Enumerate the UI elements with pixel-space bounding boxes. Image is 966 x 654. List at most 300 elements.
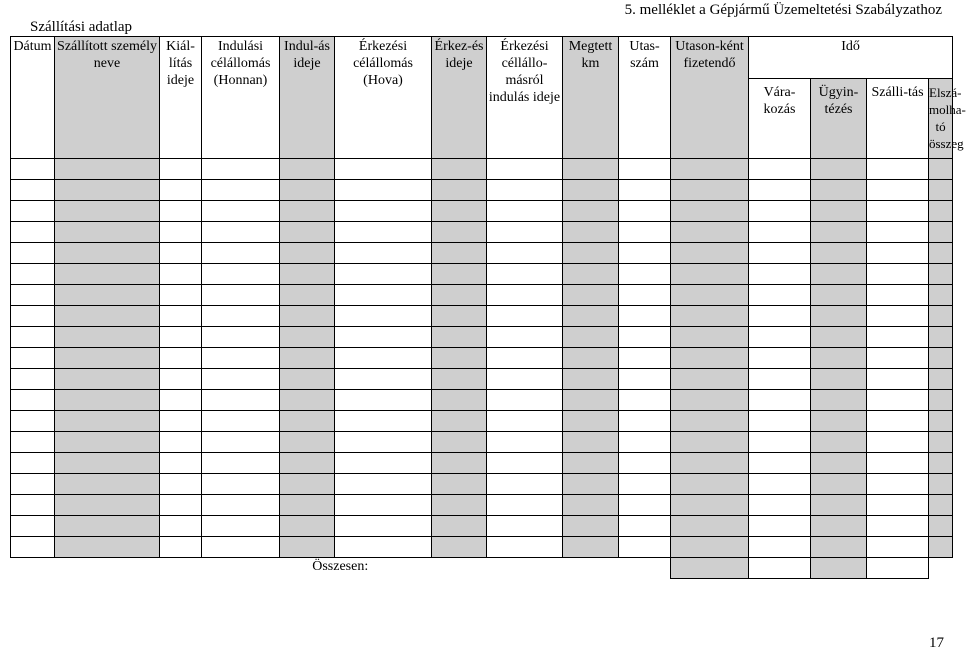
table-cell[interactable] — [867, 453, 929, 474]
table-cell[interactable] — [432, 285, 487, 306]
table-cell[interactable] — [929, 432, 953, 453]
table-cell[interactable] — [487, 348, 563, 369]
table-cell[interactable] — [335, 453, 432, 474]
table-cell[interactable] — [563, 264, 619, 285]
table-row — [11, 453, 953, 474]
table-cell[interactable] — [563, 222, 619, 243]
table-cell[interactable] — [55, 432, 160, 453]
table-cell[interactable] — [563, 537, 619, 558]
table-cell[interactable] — [563, 348, 619, 369]
table-cell[interactable] — [811, 432, 867, 453]
table-cell[interactable] — [432, 516, 487, 537]
table-cell[interactable] — [487, 432, 563, 453]
table-cell[interactable] — [749, 243, 811, 264]
table-cell[interactable] — [11, 306, 55, 327]
table-cell[interactable] — [11, 348, 55, 369]
table-cell[interactable] — [202, 516, 280, 537]
table-cell[interactable] — [867, 180, 929, 201]
table-cell[interactable] — [11, 453, 55, 474]
table-cell[interactable] — [55, 411, 160, 432]
table-cell[interactable] — [563, 306, 619, 327]
table-cell[interactable] — [867, 348, 929, 369]
table-cell[interactable] — [811, 411, 867, 432]
table-cell[interactable] — [867, 222, 929, 243]
table-cell[interactable] — [335, 306, 432, 327]
table-cell[interactable] — [671, 537, 749, 558]
table-cell[interactable] — [811, 537, 867, 558]
table-cell[interactable] — [280, 222, 335, 243]
table-cell[interactable] — [160, 201, 202, 222]
table-cell[interactable] — [487, 243, 563, 264]
table-cell[interactable] — [11, 201, 55, 222]
table-cell[interactable] — [202, 474, 280, 495]
table-cell[interactable] — [867, 432, 929, 453]
table-cell[interactable] — [929, 474, 953, 495]
table-cell[interactable] — [160, 285, 202, 306]
table-cell[interactable] — [11, 495, 55, 516]
table-cell[interactable] — [432, 180, 487, 201]
table-cell[interactable] — [487, 180, 563, 201]
table-cell[interactable] — [280, 285, 335, 306]
table-cell[interactable] — [11, 390, 55, 411]
table-cell[interactable] — [432, 222, 487, 243]
table-cell[interactable] — [749, 390, 811, 411]
table-cell[interactable] — [749, 453, 811, 474]
table-cell[interactable] — [160, 327, 202, 348]
table-cell[interactable] — [811, 159, 867, 180]
table-cell[interactable] — [55, 327, 160, 348]
table-cell[interactable] — [202, 369, 280, 390]
table-cell[interactable] — [280, 390, 335, 411]
table-cell[interactable] — [11, 432, 55, 453]
table-cell[interactable] — [749, 327, 811, 348]
table-cell[interactable] — [160, 348, 202, 369]
table-row — [11, 222, 953, 243]
table-cell[interactable] — [160, 432, 202, 453]
table-row — [11, 537, 953, 558]
table-cell[interactable] — [619, 243, 671, 264]
table-cell[interactable] — [11, 327, 55, 348]
table-cell[interactable] — [619, 306, 671, 327]
table-cell[interactable] — [432, 327, 487, 348]
table-cell[interactable] — [867, 201, 929, 222]
table-cell[interactable] — [929, 411, 953, 432]
table-cell[interactable] — [867, 495, 929, 516]
table-cell[interactable] — [55, 453, 160, 474]
table-cell[interactable] — [811, 516, 867, 537]
table-cell[interactable] — [671, 264, 749, 285]
table-cell[interactable] — [619, 285, 671, 306]
table-cell[interactable] — [335, 327, 432, 348]
table-cell[interactable] — [202, 222, 280, 243]
table-cell[interactable] — [749, 264, 811, 285]
total-fee-cell[interactable] — [671, 558, 749, 579]
table-cell[interactable] — [929, 537, 953, 558]
table-cell[interactable] — [749, 222, 811, 243]
table-cell[interactable] — [335, 432, 432, 453]
table-cell[interactable] — [811, 285, 867, 306]
table-cell[interactable] — [749, 495, 811, 516]
table-cell[interactable] — [487, 327, 563, 348]
table-cell[interactable] — [811, 327, 867, 348]
table-cell[interactable] — [749, 180, 811, 201]
col-waiting-header: Vára-kozás — [749, 79, 811, 159]
table-cell[interactable] — [487, 495, 563, 516]
table-cell[interactable] — [671, 327, 749, 348]
table-cell[interactable] — [280, 348, 335, 369]
table-cell[interactable] — [811, 222, 867, 243]
table-cell[interactable] — [811, 390, 867, 411]
table-cell[interactable] — [160, 159, 202, 180]
table-cell[interactable] — [749, 474, 811, 495]
table-cell[interactable] — [280, 453, 335, 474]
table-cell[interactable] — [671, 201, 749, 222]
table-cell[interactable] — [563, 474, 619, 495]
table-cell[interactable] — [929, 306, 953, 327]
table-cell[interactable] — [619, 495, 671, 516]
table-cell[interactable] — [280, 180, 335, 201]
table-cell[interactable] — [619, 474, 671, 495]
table-cell[interactable] — [432, 453, 487, 474]
table-cell[interactable] — [811, 474, 867, 495]
table-cell[interactable] — [280, 474, 335, 495]
table-cell[interactable] — [487, 474, 563, 495]
table-cell[interactable] — [432, 243, 487, 264]
table-cell[interactable] — [11, 180, 55, 201]
table-cell[interactable] — [160, 390, 202, 411]
table-cell[interactable] — [487, 285, 563, 306]
table-cell[interactable] — [563, 201, 619, 222]
table-cell[interactable] — [280, 327, 335, 348]
table-cell[interactable] — [619, 180, 671, 201]
table-cell[interactable] — [619, 201, 671, 222]
table-cell[interactable] — [867, 516, 929, 537]
table-cell[interactable] — [55, 159, 160, 180]
table-cell[interactable] — [563, 432, 619, 453]
table-cell[interactable] — [202, 453, 280, 474]
table-cell[interactable] — [867, 306, 929, 327]
table-cell[interactable] — [55, 390, 160, 411]
table-cell[interactable] — [929, 495, 953, 516]
table-cell[interactable] — [202, 180, 280, 201]
col-arrival-time-header: Érkez-és ideje — [432, 37, 487, 159]
table-cell[interactable] — [929, 159, 953, 180]
table-cell[interactable] — [432, 369, 487, 390]
table-cell[interactable] — [811, 180, 867, 201]
table-cell[interactable] — [671, 411, 749, 432]
table-cell[interactable] — [487, 306, 563, 327]
table-cell[interactable] — [929, 285, 953, 306]
table-cell[interactable] — [811, 369, 867, 390]
table-cell[interactable] — [280, 264, 335, 285]
table-cell[interactable] — [432, 159, 487, 180]
table-cell[interactable] — [563, 390, 619, 411]
table-cell[interactable] — [867, 537, 929, 558]
table-cell[interactable] — [619, 411, 671, 432]
table-cell[interactable] — [811, 453, 867, 474]
table-cell[interactable] — [487, 516, 563, 537]
table-cell[interactable] — [55, 264, 160, 285]
table-cell[interactable] — [563, 327, 619, 348]
table-cell[interactable] — [671, 243, 749, 264]
total-time-cell[interactable] — [811, 558, 867, 579]
table-cell[interactable] — [432, 474, 487, 495]
table-cell[interactable] — [55, 369, 160, 390]
table-cell[interactable] — [432, 306, 487, 327]
table-cell[interactable] — [487, 264, 563, 285]
table-cell[interactable] — [749, 516, 811, 537]
table-cell[interactable] — [563, 369, 619, 390]
table-cell[interactable] — [619, 264, 671, 285]
table-cell[interactable] — [335, 285, 432, 306]
table-cell[interactable] — [202, 327, 280, 348]
table-cell[interactable] — [563, 180, 619, 201]
table-cell[interactable] — [280, 411, 335, 432]
table-cell[interactable] — [202, 495, 280, 516]
table-cell[interactable] — [929, 264, 953, 285]
table-cell[interactable] — [432, 348, 487, 369]
table-cell[interactable] — [487, 369, 563, 390]
table-cell[interactable] — [55, 516, 160, 537]
table-cell[interactable] — [160, 243, 202, 264]
table-cell[interactable] — [202, 264, 280, 285]
table-cell[interactable] — [202, 348, 280, 369]
table-cell[interactable] — [671, 306, 749, 327]
table-row — [11, 390, 953, 411]
table-cell[interactable] — [619, 516, 671, 537]
table-cell[interactable] — [55, 474, 160, 495]
table-cell[interactable] — [160, 264, 202, 285]
table-cell[interactable] — [335, 264, 432, 285]
table-cell[interactable] — [811, 348, 867, 369]
table-cell[interactable] — [811, 201, 867, 222]
table-cell[interactable] — [619, 222, 671, 243]
table-cell[interactable] — [432, 537, 487, 558]
table-cell[interactable] — [280, 537, 335, 558]
table-cell[interactable] — [749, 201, 811, 222]
table-row — [11, 495, 953, 516]
table-cell[interactable] — [749, 432, 811, 453]
table-cell[interactable] — [55, 222, 160, 243]
table-cell[interactable] — [929, 516, 953, 537]
table-cell[interactable] — [202, 285, 280, 306]
table-cell[interactable] — [929, 243, 953, 264]
table-cell[interactable] — [160, 516, 202, 537]
table-cell[interactable] — [867, 390, 929, 411]
table-cell[interactable] — [335, 348, 432, 369]
table-cell[interactable] — [280, 201, 335, 222]
table-cell[interactable] — [55, 243, 160, 264]
table-cell[interactable] — [160, 537, 202, 558]
table-cell[interactable] — [867, 411, 929, 432]
table-cell[interactable] — [867, 285, 929, 306]
table-cell[interactable] — [929, 390, 953, 411]
table-cell[interactable] — [867, 474, 929, 495]
table-cell[interactable] — [202, 243, 280, 264]
table-row — [11, 243, 953, 264]
table-cell[interactable] — [671, 390, 749, 411]
table-cell[interactable] — [11, 222, 55, 243]
table-cell[interactable] — [671, 516, 749, 537]
table-cell[interactable] — [160, 306, 202, 327]
table-cell[interactable] — [749, 306, 811, 327]
table-row — [11, 285, 953, 306]
table-cell[interactable] — [671, 474, 749, 495]
table-cell[interactable] — [487, 201, 563, 222]
table-cell[interactable] — [929, 180, 953, 201]
table-cell[interactable] — [619, 537, 671, 558]
table-cell[interactable] — [55, 306, 160, 327]
table-cell[interactable] — [160, 180, 202, 201]
table-cell[interactable] — [563, 159, 619, 180]
table-cell[interactable] — [929, 453, 953, 474]
table-cell[interactable] — [11, 159, 55, 180]
table-cell[interactable] — [160, 453, 202, 474]
table-cell[interactable] — [335, 159, 432, 180]
table-cell[interactable] — [432, 495, 487, 516]
table-cell[interactable] — [280, 495, 335, 516]
table-cell[interactable] — [160, 411, 202, 432]
table-cell[interactable] — [619, 453, 671, 474]
table-cell[interactable] — [563, 411, 619, 432]
table-cell[interactable] — [335, 537, 432, 558]
table-cell[interactable] — [432, 390, 487, 411]
table-cell[interactable] — [811, 495, 867, 516]
table-cell[interactable] — [335, 474, 432, 495]
table-cell[interactable] — [280, 516, 335, 537]
table-cell[interactable] — [563, 516, 619, 537]
table-cell[interactable] — [11, 474, 55, 495]
table-row — [11, 180, 953, 201]
table-cell[interactable] — [335, 411, 432, 432]
table-cell[interactable] — [487, 159, 563, 180]
table-cell[interactable] — [867, 369, 929, 390]
table-cell[interactable] — [487, 390, 563, 411]
table-cell[interactable] — [160, 474, 202, 495]
table-cell[interactable] — [335, 369, 432, 390]
table-cell[interactable] — [335, 516, 432, 537]
table-cell[interactable] — [335, 222, 432, 243]
table-cell[interactable] — [487, 222, 563, 243]
table-cell[interactable] — [671, 369, 749, 390]
table-cell[interactable] — [749, 369, 811, 390]
table-cell[interactable] — [929, 222, 953, 243]
table-cell[interactable] — [619, 327, 671, 348]
table-cell[interactable] — [811, 264, 867, 285]
table-cell[interactable] — [929, 369, 953, 390]
total-time-cell[interactable] — [749, 558, 811, 579]
table-cell[interactable] — [619, 432, 671, 453]
table-cell[interactable] — [202, 537, 280, 558]
table-cell[interactable] — [335, 201, 432, 222]
table-cell[interactable] — [335, 390, 432, 411]
table-cell[interactable] — [749, 411, 811, 432]
table-cell[interactable] — [671, 453, 749, 474]
table-cell[interactable] — [619, 159, 671, 180]
table-cell[interactable] — [811, 243, 867, 264]
table-cell[interactable] — [55, 495, 160, 516]
table-cell[interactable] — [55, 180, 160, 201]
table-cell[interactable] — [202, 306, 280, 327]
table-cell[interactable] — [11, 411, 55, 432]
table-cell[interactable] — [671, 180, 749, 201]
table-cell[interactable] — [563, 243, 619, 264]
table-cell[interactable] — [811, 306, 867, 327]
table-cell[interactable] — [11, 537, 55, 558]
table-cell[interactable] — [929, 327, 953, 348]
table-cell[interactable] — [55, 348, 160, 369]
table-cell[interactable] — [619, 369, 671, 390]
table-cell[interactable] — [202, 159, 280, 180]
table-cell[interactable] — [335, 495, 432, 516]
table-cell[interactable] — [671, 348, 749, 369]
table-cell[interactable] — [671, 432, 749, 453]
table-cell[interactable] — [671, 222, 749, 243]
table-cell[interactable] — [867, 159, 929, 180]
col-transport-header: Szálli-tás — [867, 79, 929, 159]
table-cell[interactable] — [202, 411, 280, 432]
table-cell[interactable] — [619, 390, 671, 411]
table-cell[interactable] — [563, 495, 619, 516]
table-cell[interactable] — [749, 159, 811, 180]
table-cell[interactable] — [202, 390, 280, 411]
table-cell[interactable] — [749, 285, 811, 306]
table-cell[interactable] — [671, 495, 749, 516]
table-cell[interactable] — [55, 201, 160, 222]
table-cell[interactable] — [563, 285, 619, 306]
table-cell[interactable] — [55, 285, 160, 306]
table-cell[interactable] — [432, 411, 487, 432]
table-cell[interactable] — [11, 264, 55, 285]
table-cell[interactable] — [487, 411, 563, 432]
table-cell[interactable] — [11, 285, 55, 306]
table-cell[interactable] — [202, 432, 280, 453]
table-cell[interactable] — [867, 327, 929, 348]
table-cell[interactable] — [202, 201, 280, 222]
table-cell[interactable] — [929, 201, 953, 222]
table-cell[interactable] — [867, 243, 929, 264]
table-cell[interactable] — [55, 537, 160, 558]
table-cell[interactable] — [160, 369, 202, 390]
table-cell[interactable] — [160, 222, 202, 243]
table-cell[interactable] — [335, 180, 432, 201]
table-cell[interactable] — [280, 432, 335, 453]
table-cell[interactable] — [432, 432, 487, 453]
table-cell[interactable] — [749, 537, 811, 558]
table-cell[interactable] — [280, 369, 335, 390]
table-cell[interactable] — [867, 264, 929, 285]
table-cell[interactable] — [432, 201, 487, 222]
table-cell[interactable] — [11, 516, 55, 537]
table-cell[interactable] — [11, 369, 55, 390]
table-cell[interactable] — [432, 264, 487, 285]
table-cell[interactable] — [671, 285, 749, 306]
table-cell[interactable] — [335, 243, 432, 264]
table-cell[interactable] — [929, 348, 953, 369]
table-cell[interactable] — [280, 159, 335, 180]
table-cell[interactable] — [160, 495, 202, 516]
table-cell[interactable] — [11, 243, 55, 264]
table-cell[interactable] — [619, 348, 671, 369]
table-cell[interactable] — [487, 537, 563, 558]
total-time-cell[interactable] — [867, 558, 929, 579]
table-cell[interactable] — [671, 159, 749, 180]
table-cell[interactable] — [280, 243, 335, 264]
table-cell[interactable] — [563, 453, 619, 474]
table-cell[interactable] — [749, 348, 811, 369]
table-cell[interactable] — [487, 453, 563, 474]
table-cell[interactable] — [280, 306, 335, 327]
